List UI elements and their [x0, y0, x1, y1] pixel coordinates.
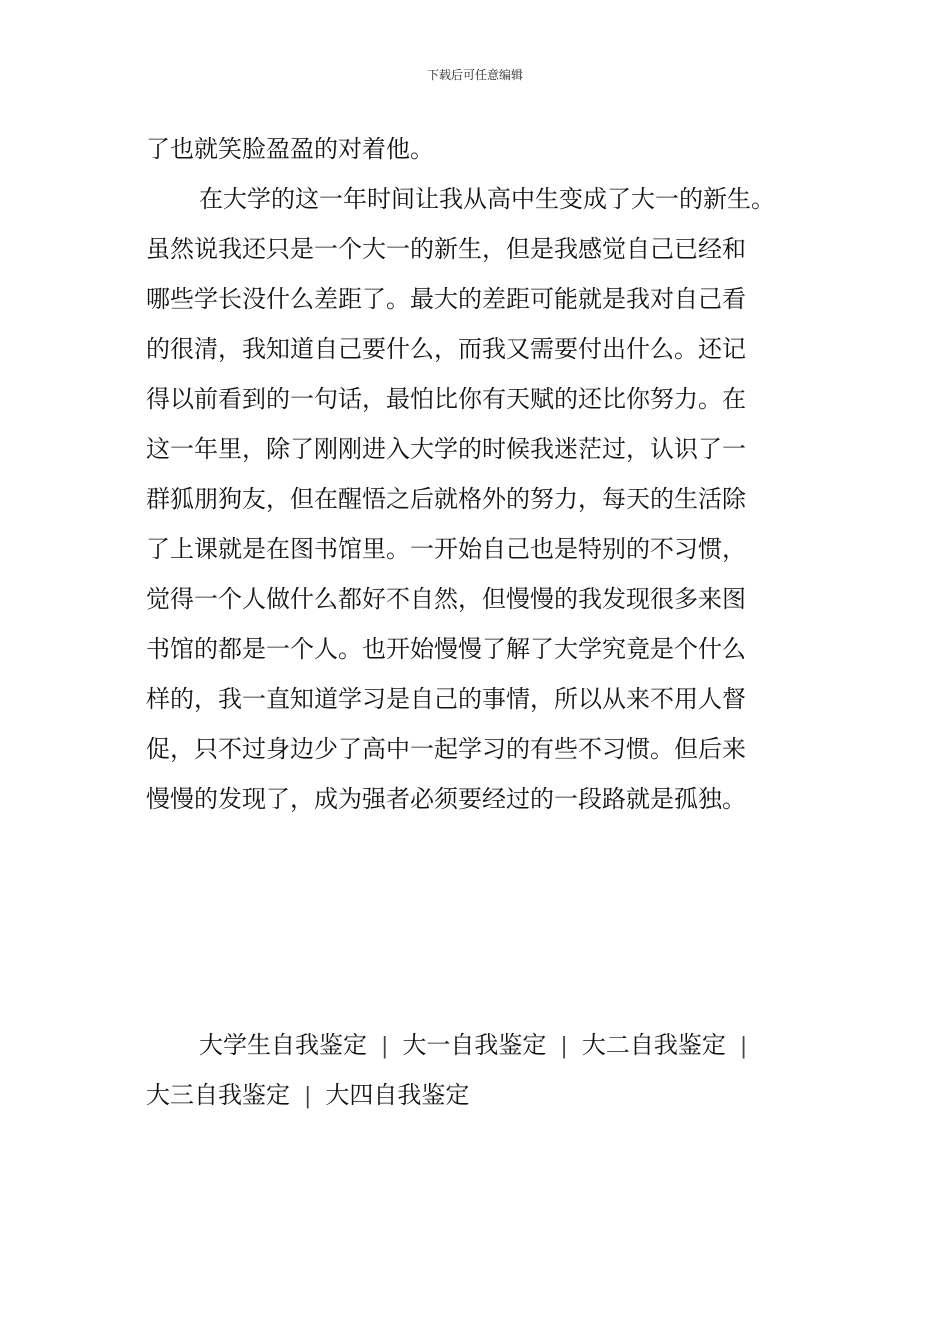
- link-university-self-assessment[interactable]: 大学生自我鉴定: [199, 1031, 367, 1059]
- link-junior-self-assessment[interactable]: 大三自我鉴定: [146, 1081, 290, 1109]
- related-links-row-2: [146, 1080, 469, 1112]
- header-note: 下载后可任意编辑: [426, 68, 523, 82]
- body-line: 样的，我一直知道学习是自己的事情，所以从来不用人督: [146, 685, 746, 713]
- body-line: 的很清，我知道自己要什么，而我又需要付出什么。还记: [146, 335, 746, 363]
- link-freshman-self-assessment[interactable]: 大一自我鉴定: [402, 1031, 547, 1059]
- body-line: 虽然说我还只是一个大一的新生，但是我感觉自己已经和: [146, 235, 746, 263]
- body-line: 促，只不过身边少了高中一起学习的有些不习惯。但后来: [146, 735, 746, 763]
- link-separator: |: [739, 1034, 748, 1059]
- related-links-row-1: [199, 1030, 761, 1062]
- link-separator: |: [304, 1084, 312, 1109]
- body-line: 慢慢的发现了，成为强者必须要经过的一段路就是孤独。: [146, 785, 746, 813]
- link-separator: |: [381, 1034, 389, 1059]
- body-line: 群狐朋狗友，但在醒悟之后就格外的努力，每天的生活除: [146, 485, 746, 513]
- link-sophomore-self-assessment[interactable]: 大二自我鉴定: [581, 1031, 726, 1059]
- body-line: 得以前看到的一句话，最怕比你有天赋的还比你努力。在: [146, 385, 746, 413]
- body-line: 这一年里，除了刚刚进入大学的时候我迷茫过，认识了一: [146, 435, 746, 463]
- body-line: 哪些学长没什么差距了。最大的差距可能就是我对自己看: [146, 285, 746, 313]
- link-separator: |: [560, 1034, 568, 1059]
- body-line: 了也就笑脸盈盈的对着他。: [146, 135, 434, 163]
- body-line: 觉得一个人做什么都好不自然，但慢慢的我发现很多来图: [146, 585, 746, 613]
- body-line: 了上课就是在图书馆里。一开始自己也是特别的不习惯，: [146, 535, 746, 563]
- body-line: 在大学的这一年时间让我从高中生变成了大一的新生。: [199, 185, 775, 213]
- body-line: 书馆的都是一个人。也开始慢慢了解了大学究竟是个什么: [146, 635, 746, 663]
- link-senior-self-assessment[interactable]: 大四自我鉴定: [325, 1081, 470, 1109]
